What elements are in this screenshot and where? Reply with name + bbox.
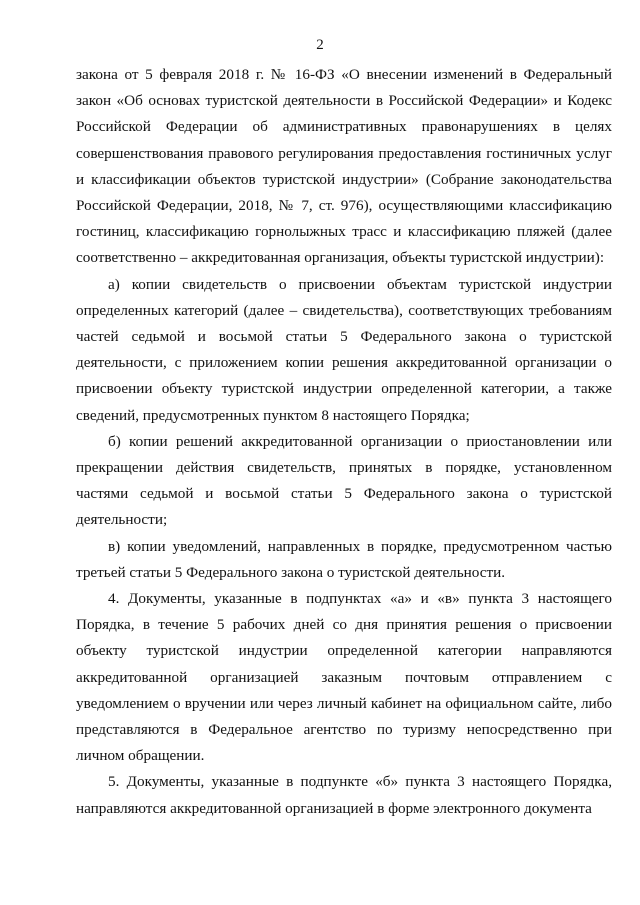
paragraph-clause-5: 5. Документы, указанные в подпункте «б» пункта 3 настоящего Порядка, направляются аккредитованной организацией в форме электронного документа bbox=[76, 773, 612, 817]
paragraph-item-b: б) копии решений аккредитованной организации о приостановлении или прекращении действия свидетельств, принятых в порядке, установленном частями седьмой и восьмой статьи 5 Федерального закона о туристской деятельности; bbox=[76, 432, 612, 529]
paragraph-item-a: а) копии свидетельств о присвоении объектам туристской индустрии определенных категорий (далее – свидетельства), соответствующих требованиям частей седьмой и восьмой статьи 5 Федерального закона о туристской деятельности, с приложением копии решения аккредитованной организации о присвоении объекту туристской индустрии определенной категории, а также сведений, предусмотренных пунктом 8 настоящего Порядка; bbox=[76, 275, 612, 424]
paragraph-continuation: закона от 5 февраля 2018 г. № 16-ФЗ «О внесении изменений в Федеральный закон «Об основах туристской деятельности в Российской Федерации» и Кодекс Российской Федерации об административных правонарушениях в целях совершенствования правового регулирования предоставления гостиничных услуг и классификации объектов туристской индустрии» (Собрание законодательства Российской Федерации, 2018, № 7, ст. 976), осуществляющими классификацию гостиниц, классификацию горнолыжных трасс и классификацию пляжей (далее соответственно – аккредитованная организация, объекты туристской индустрии): bbox=[76, 66, 612, 267]
paragraph-item-v: в) копии уведомлений, направленных в порядке, предусмотренном частью третьей статьи 5 Федерального закона о туристской деятельности. bbox=[76, 537, 612, 581]
paragraph-clause-4: 4. Документы, указанные в подпунктах «а» и «в» пункта 3 настоящего Порядка, в течение 5 рабочих дней со дня принятия решения о присвоении объекту туристской индустрии определенной категории направляются аккредитованной организацией заказным почтовым отправлением с уведомлением о вручении или через личный кабинет на официальном сайте, либо представляются в Федеральное агентство по туризму непосредственно при личном обращении. bbox=[76, 590, 612, 765]
page-number: 2 bbox=[316, 37, 324, 53]
document-body bbox=[76, 62, 612, 822]
